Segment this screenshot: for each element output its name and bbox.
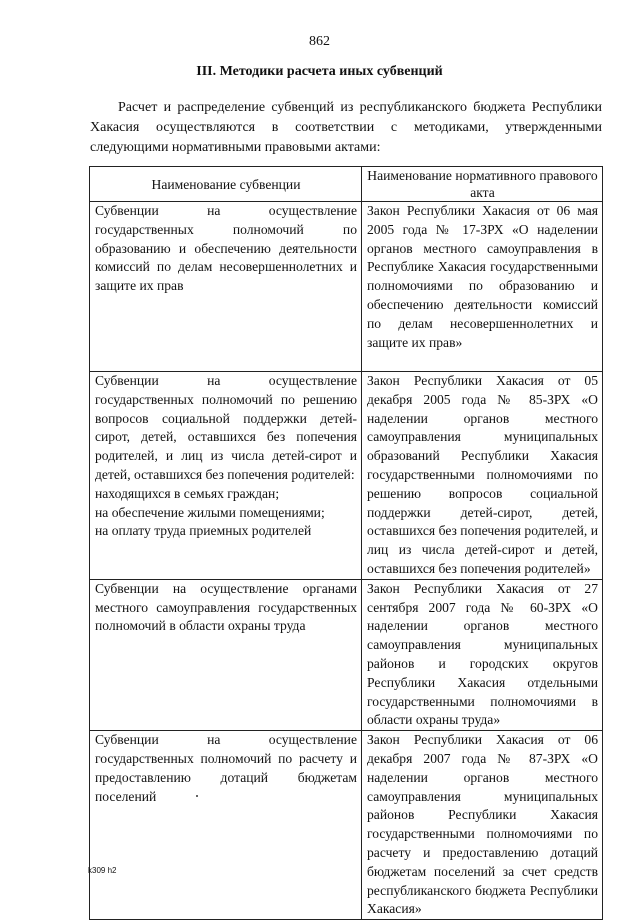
sub-item: на оплату труда приемных родителей bbox=[95, 523, 312, 539]
table-header-row bbox=[90, 167, 603, 202]
subvention-cell: Субвенции на осуществление государственных полномочий по расчету и предоставлению дотаций бюджетам поселений bbox=[90, 731, 362, 920]
subvention-text: Субвенции на осуществление государственных полномочий по решению вопросов социальной поддержки детей-сирот, детей, оставшихся без попечения родителей, и лиц из числа детей-сирот и детей, оставшихся без попечения родителей: bbox=[95, 373, 357, 482]
table-row bbox=[90, 202, 603, 372]
table-row bbox=[90, 579, 603, 730]
legal-act-cell: Закон Республики Хакасия от 06 декабря 2007 года № 87-ЗРХ «О наделении органов местного самоуправления муниципальных районов Республики Хакасия государственными полномочиями по расчету и предоставлению дотаций бюджетам поселений за счет средств республиканского бюджета Республики Хакасия» bbox=[362, 731, 603, 920]
legal-act-cell: Закон Республики Хакасия от 05 декабря 2005 года № 85-ЗРХ «О наделении органов местного самоуправления муниципальных образований Республики Хакасия государственными полномочиями по решению вопросов социальной поддержки детей-сирот, детей, оставшихся без попечения родителей, и лиц из числа детей-сирот и детей, оставшихся без попечения родителей» bbox=[362, 372, 603, 580]
intro-paragraph: Расчет и распределение субвенций из республиканского бюджета Республики Хакасия осуществляются в соответствии с методиками, утвержденными следующими нормативными правовыми актами: bbox=[90, 100, 602, 155]
subvention-cell bbox=[90, 372, 362, 580]
table-row bbox=[90, 731, 603, 920]
section-title: III. Методики расчета иных субвенций bbox=[196, 64, 443, 79]
scan-speck bbox=[196, 795, 198, 797]
subvention-cell: Субвенции на осуществление органами местного самоуправления государственных полномочий в области охраны труда bbox=[90, 579, 362, 730]
sub-item: на обеспечение жилыми помещениями; bbox=[95, 504, 325, 520]
subvention-cell: Субвенции на осуществление государственных полномочий по образованию и обеспечению деятельности комиссий по делам несовершеннолетних и защите их прав bbox=[90, 202, 362, 372]
legal-act-cell: Закон Республики Хакасия от 27 сентября 2007 года № 60-ЗРХ «О наделении органов местного самоуправления муниципальных районов и городских округов Республики Хакасия отдельными государственными полномочиями в области охраны труда» bbox=[362, 579, 603, 730]
page-number: 862 bbox=[309, 34, 330, 49]
header-subvention-name: Наименование субвенции bbox=[90, 167, 362, 202]
legal-act-cell: Закон Республики Хакасия от 06 мая 2005 года № 17-ЗРХ «О наделении органов местного самоуправления в Республике Хакасия государственными полномочиями по образованию и обеспечению деятельности комиссий по делам несовершеннолетних и защите их прав» bbox=[362, 202, 603, 372]
header-legal-act-name: Наименование нормативного правового акта bbox=[362, 167, 603, 202]
subsidies-table bbox=[89, 166, 603, 920]
sub-item: находящихся в семьях граждан; bbox=[95, 485, 280, 501]
table-row bbox=[90, 372, 603, 580]
footer-code: k309 h2 bbox=[88, 866, 117, 875]
